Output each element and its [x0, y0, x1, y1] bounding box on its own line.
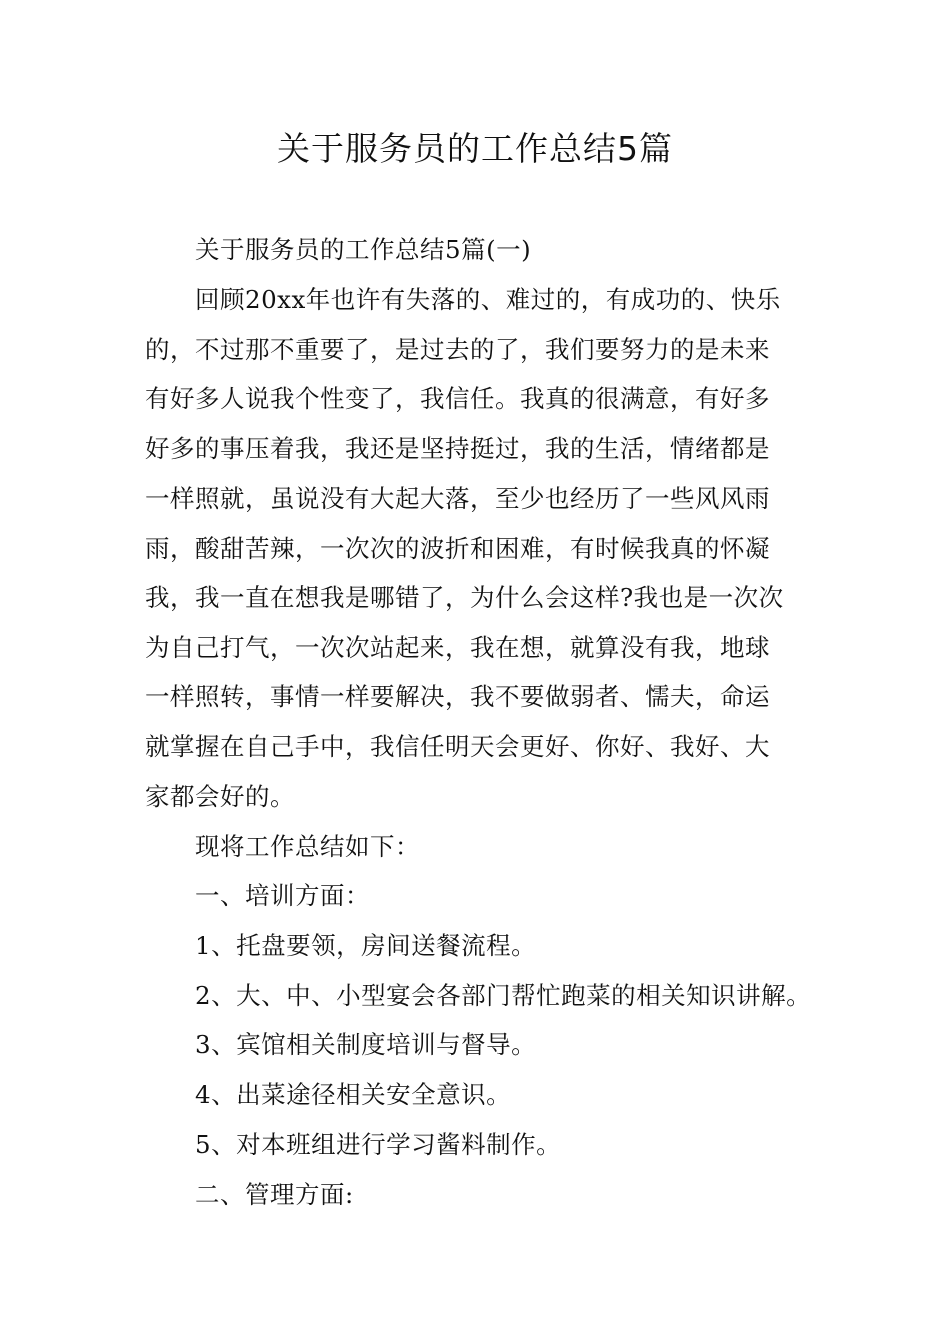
- list-item: 1、托盘要领，房间送餐流程。: [195, 931, 537, 960]
- list-item: 5、对本班组进行学习酱料制作。: [195, 1130, 562, 1159]
- paragraph-line: 的，不过那不重要了，是过去的了，我们要努力的是未来: [145, 335, 770, 364]
- paragraph-line: 我，我一直在想我是哪错了，为什么会这样?我也是一次次: [145, 583, 784, 612]
- paragraph-line: 就掌握在自己手中，我信任明天会更好、你好、我好、大: [145, 732, 770, 761]
- paragraph-line: 一样照就，虽说没有大起大落，至少也经历了一些风风雨: [145, 484, 770, 513]
- section-heading-training: 一、培训方面：: [195, 881, 370, 910]
- list-item: 2、大、中、小型宴会各部门帮忙跑菜的相关知识讲解。: [195, 981, 812, 1010]
- paragraph-line: 一样照转，事情一样要解决，我不要做弱者、懦夫，命运: [145, 682, 770, 711]
- summary-intro: 现将工作总结如下：: [195, 832, 420, 861]
- paragraph-line: 家都会好的。: [145, 782, 295, 811]
- list-item: 4、出菜途径相关安全意识。: [195, 1080, 512, 1109]
- list-item: 3、宾馆相关制度培训与督导。: [195, 1030, 537, 1059]
- paragraph-line: 雨，酸甜苦辣，一次次的波折和困难，有时候我真的怀凝: [145, 534, 770, 563]
- section-subtitle: 关于服务员的工作总结5篇(一): [195, 235, 532, 264]
- paragraph-line: 回顾20xx年也许有失落的、难过的，有成功的、快乐: [195, 285, 781, 314]
- paragraph-line: 好多的事压着我，我还是坚持挺过，我的生活，情绪都是: [145, 434, 770, 463]
- section-heading-management: 二、管理方面:: [195, 1180, 354, 1209]
- paragraph-line: 为自己打气，一次次站起来，我在想，就算没有我，地球: [145, 633, 770, 662]
- document-title: 关于服务员的工作总结5篇: [277, 129, 673, 168]
- paragraph-line: 有好多人说我个性变了，我信任。我真的很满意，有好多: [145, 384, 770, 413]
